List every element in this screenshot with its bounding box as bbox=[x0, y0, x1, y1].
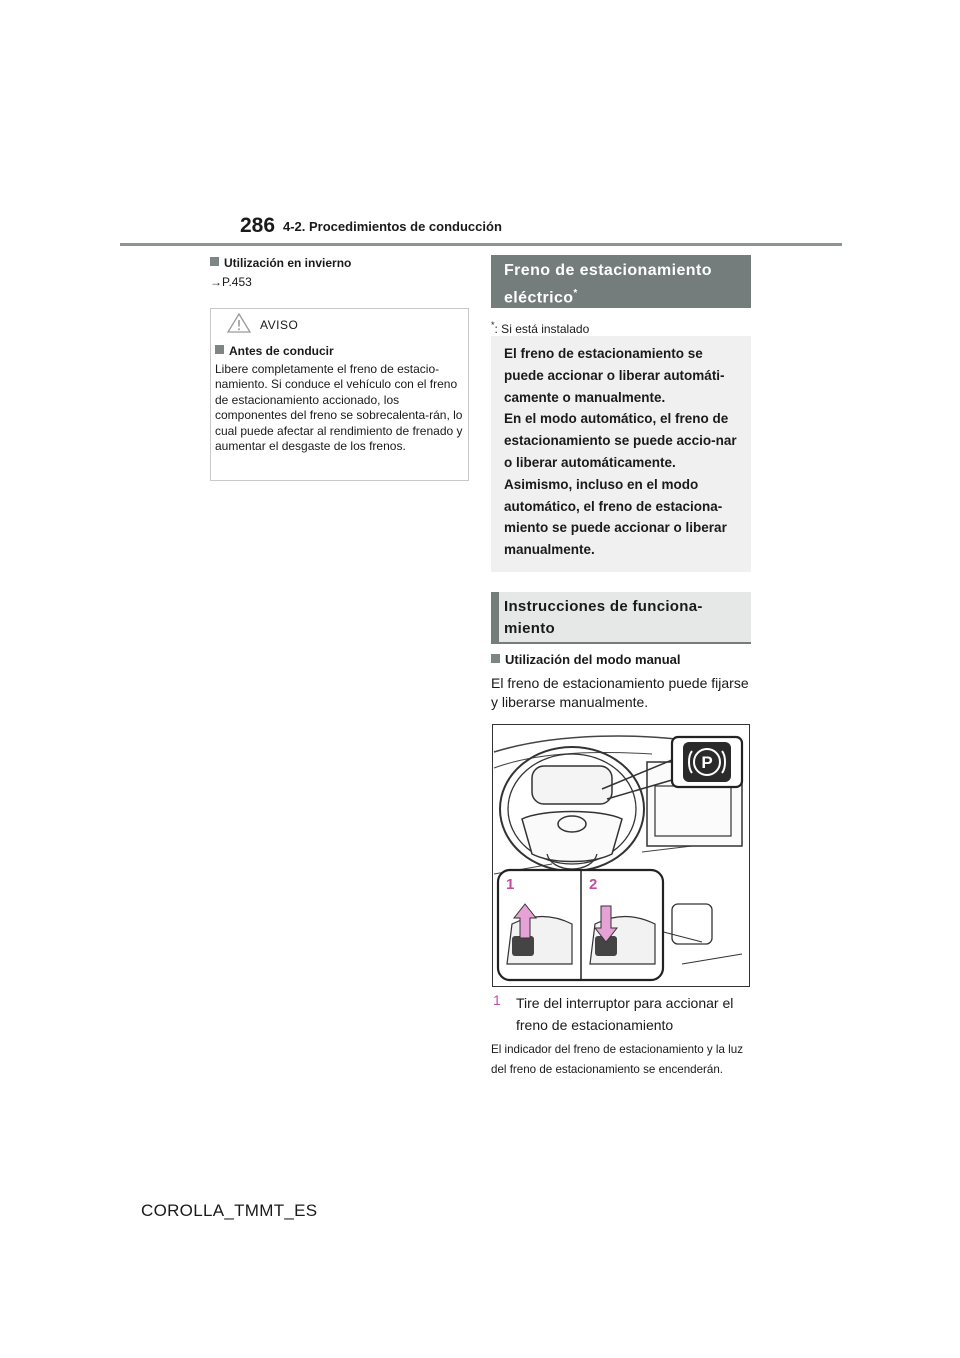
instructions-heading-accent bbox=[491, 592, 499, 644]
instructions-heading-rule bbox=[491, 642, 751, 644]
manual-mode-heading bbox=[491, 652, 681, 667]
switch-operation-callout bbox=[498, 870, 663, 980]
parking-switch-callout bbox=[672, 737, 742, 787]
square-bullet-icon bbox=[491, 654, 500, 663]
warning-triangle-icon bbox=[227, 313, 251, 333]
manual-mode-heading-text: Utilización del modo manual bbox=[505, 652, 681, 667]
result-text: El indicador del freno de estacionamiento y la luz del freno de estacionamiento se encenderán. bbox=[491, 1043, 743, 1076]
step-1-text: Tire del interruptor para accionar el freno de estacionamiento bbox=[516, 995, 734, 1033]
square-bullet-icon bbox=[215, 345, 224, 354]
step-1-number: 1 bbox=[493, 992, 501, 1008]
footnote-marker: * bbox=[491, 320, 495, 330]
parking-brake-illustration bbox=[492, 724, 750, 987]
summary-text bbox=[504, 343, 746, 561]
heading-asterisk: * bbox=[573, 288, 578, 299]
document-code: COROLLA_TMMT_ES bbox=[141, 1201, 318, 1220]
header-divider bbox=[120, 243, 842, 246]
section-title: 4-2. Procedimientos de conducción bbox=[283, 219, 502, 234]
callout-2: 2 bbox=[589, 876, 598, 893]
section-heading-text: Freno de estacionamiento eléctrico bbox=[504, 262, 712, 307]
footnote-text: : Si está instalado bbox=[494, 322, 590, 336]
warning-text: Libere completamente el freno de estacio-namiento. Si conduce el vehículo con el freno de estacionamiento accionado, los componentes del freno se sobrecalenta-rán, lo cual puede afectar al rendimiento de frenado y aumentar el desgaste de los frenos. bbox=[215, 362, 463, 454]
winter-heading bbox=[210, 256, 351, 270]
instructions-heading: Instrucciones de funciona-miento bbox=[504, 598, 703, 637]
footnote bbox=[491, 320, 589, 336]
winter-heading-text: Utilización en invierno bbox=[224, 256, 352, 270]
warning-subheading bbox=[215, 344, 334, 358]
page-number: 286 bbox=[240, 214, 276, 237]
winter-page-reference[interactable]: →P.453 bbox=[210, 275, 252, 289]
summary-paragraph: El freno de estacionamiento se puede accionar o liberar automáti-camente o manualmente. bbox=[504, 346, 725, 405]
summary-paragraph: En el modo automático, el freno de estacionamiento se puede accio-nar o liberar automáticamente. Asimismo, incluso en el modo automático, el freno de estaciona-miento se puede accionar o liberar manualmente. bbox=[504, 411, 737, 558]
switch-symbol: P bbox=[701, 753, 713, 772]
section-heading bbox=[504, 259, 744, 309]
manual-mode-text: El freno de estacionamiento puede fijarse y liberarse manualmente. bbox=[491, 675, 749, 710]
square-bullet-icon bbox=[210, 257, 219, 266]
warning-subheading-text: Antes de conducir bbox=[229, 344, 334, 358]
warning-label: AVISO bbox=[260, 318, 299, 332]
callout-1: 1 bbox=[506, 876, 515, 893]
